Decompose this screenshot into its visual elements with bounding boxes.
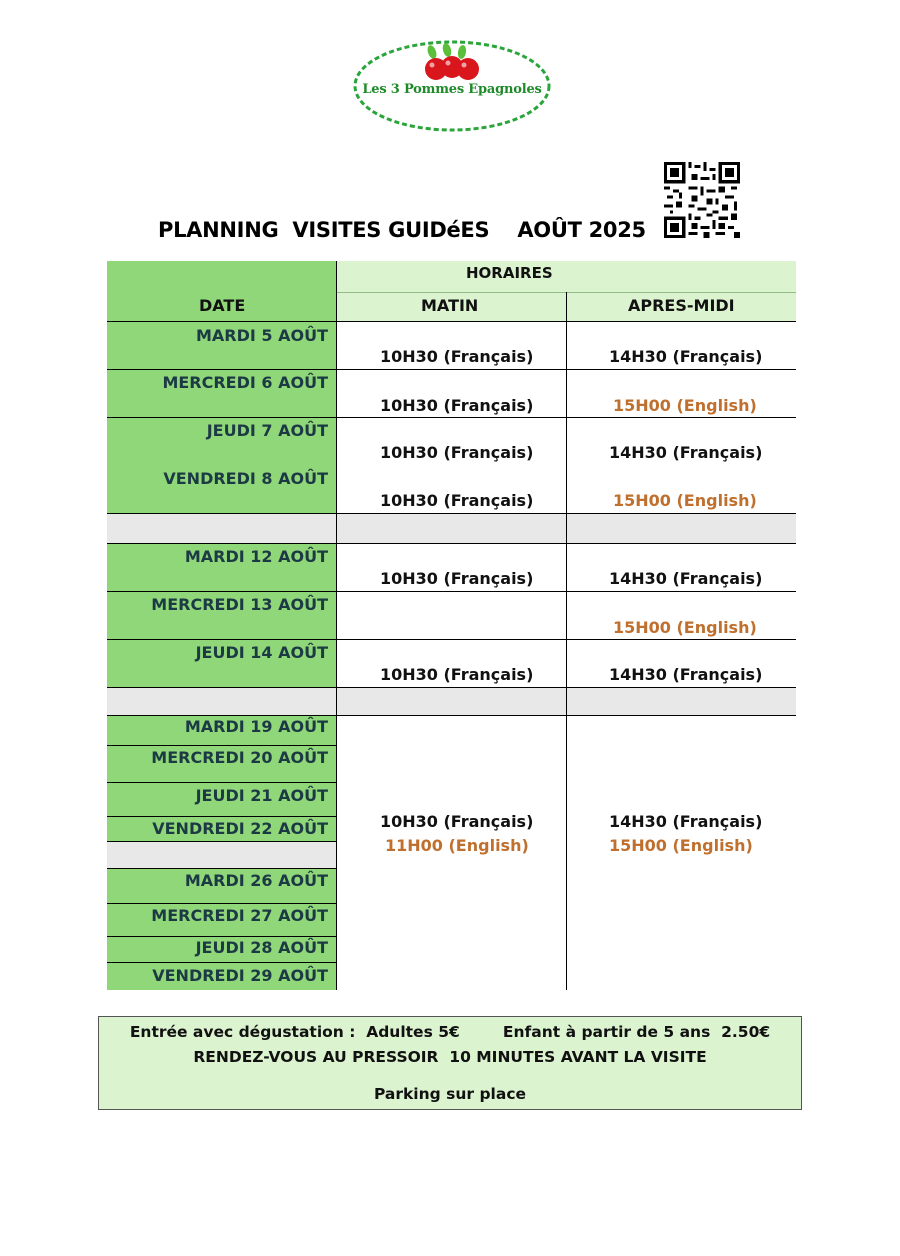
- row-divider: [107, 715, 796, 716]
- time-slot: 10H30 (Français): [380, 569, 534, 588]
- row-divider: [107, 591, 796, 592]
- column-divider: [566, 292, 567, 990]
- table-row-date: JEUDI 28 AOÛT: [195, 938, 328, 957]
- time-slot-english: 15H00 (English): [609, 836, 753, 855]
- row-divider: [107, 687, 796, 688]
- time-slot: 14H30 (Français): [609, 812, 763, 831]
- table-row-date: MERCREDI 20 AOÛT: [151, 748, 328, 767]
- row-divider: [107, 369, 796, 370]
- row-divider: [107, 321, 796, 322]
- row-divider: [107, 903, 336, 904]
- row-divider: [107, 639, 796, 640]
- time-slot-english: 15H00 (English): [613, 618, 757, 637]
- time-slot-english: 15H00 (English): [613, 491, 757, 510]
- table-row-date: MERCREDI 13 AOÛT: [151, 595, 328, 614]
- time-slot: 14H30 (Français): [609, 443, 763, 462]
- logo-text: Les 3 Pommes Epagnoles: [362, 82, 542, 97]
- date-header-cell: [107, 261, 336, 322]
- table-row-date: MARDI 26 AOÛT: [184, 871, 328, 890]
- row-divider: [107, 745, 336, 746]
- row-divider: [107, 782, 336, 783]
- separator-row: [107, 513, 796, 543]
- row-divider: [107, 513, 796, 514]
- table-row-date: MARDI 5 AOÛT: [195, 326, 328, 345]
- row-divider: [107, 936, 336, 937]
- parking-text: Parking sur place: [373, 1085, 527, 1103]
- time-slot: 10H30 (Français): [380, 491, 534, 510]
- time-slot: 14H30 (Français): [609, 347, 763, 366]
- table-row-date: MARDI 12 AOÛT: [184, 547, 328, 566]
- time-slot-english: 15H00 (English): [613, 396, 757, 415]
- time-slot: 10H30 (Français): [380, 347, 534, 366]
- table-row-date: MARDI 19 AOÛT: [184, 717, 328, 736]
- table-row-date: VENDREDI 8 AOÛT: [163, 469, 328, 488]
- separator-row: [107, 841, 336, 868]
- row-divider: [107, 868, 336, 869]
- row-divider: [107, 841, 336, 842]
- time-slot: 10H30 (Français): [380, 812, 534, 831]
- row-divider: [107, 417, 796, 418]
- apres-midi-header: APRES-MIDI: [628, 296, 735, 315]
- time-slot: 10H30 (Français): [380, 443, 534, 462]
- meeting-point-text: RENDEZ-VOUS AU PRESSOIR 10 MINUTES AVANT LA VISITE: [193, 1048, 707, 1066]
- row-divider: [107, 816, 336, 817]
- row-divider: [107, 962, 336, 963]
- qr-code-icon: [664, 162, 740, 238]
- table-row-date: VENDREDI 22 AOÛT: [152, 819, 328, 838]
- info-box: [98, 1016, 802, 1110]
- time-slot: 14H30 (Français): [609, 665, 763, 684]
- table-row-date: JEUDI 7 AOÛT: [206, 421, 328, 440]
- table-row-date: MERCREDI 27 AOÛT: [151, 906, 328, 925]
- separator-row: [107, 687, 796, 715]
- week2-date-column: [107, 543, 336, 687]
- horaires-header: HORAIRES: [466, 264, 553, 282]
- time-slot: 14H30 (Français): [609, 569, 763, 588]
- matin-header: MATIN: [421, 296, 479, 315]
- table-row-date: MERCREDI 6 AOÛT: [162, 373, 328, 392]
- page-title: PLANNING VISITES GUIDéES AOÛT 2025: [158, 218, 646, 242]
- column-divider: [336, 261, 337, 990]
- table-row-date: JEUDI 14 AOÛT: [195, 643, 328, 662]
- table-row-date: VENDREDI 29 AOÛT: [152, 966, 328, 985]
- time-slot: 10H30 (Français): [380, 396, 534, 415]
- date-header: DATE: [199, 296, 246, 315]
- table-row-date: JEUDI 21 AOÛT: [195, 786, 328, 805]
- logo: [352, 36, 552, 132]
- pricing-text: Entrée avec dégustation : Adultes 5€ Enfant à partir de 5 ans 2.50€: [129, 1023, 771, 1041]
- row-divider: [107, 543, 796, 544]
- time-slot: 10H30 (Français): [380, 665, 534, 684]
- time-slot-english: 11H00 (English): [385, 836, 529, 855]
